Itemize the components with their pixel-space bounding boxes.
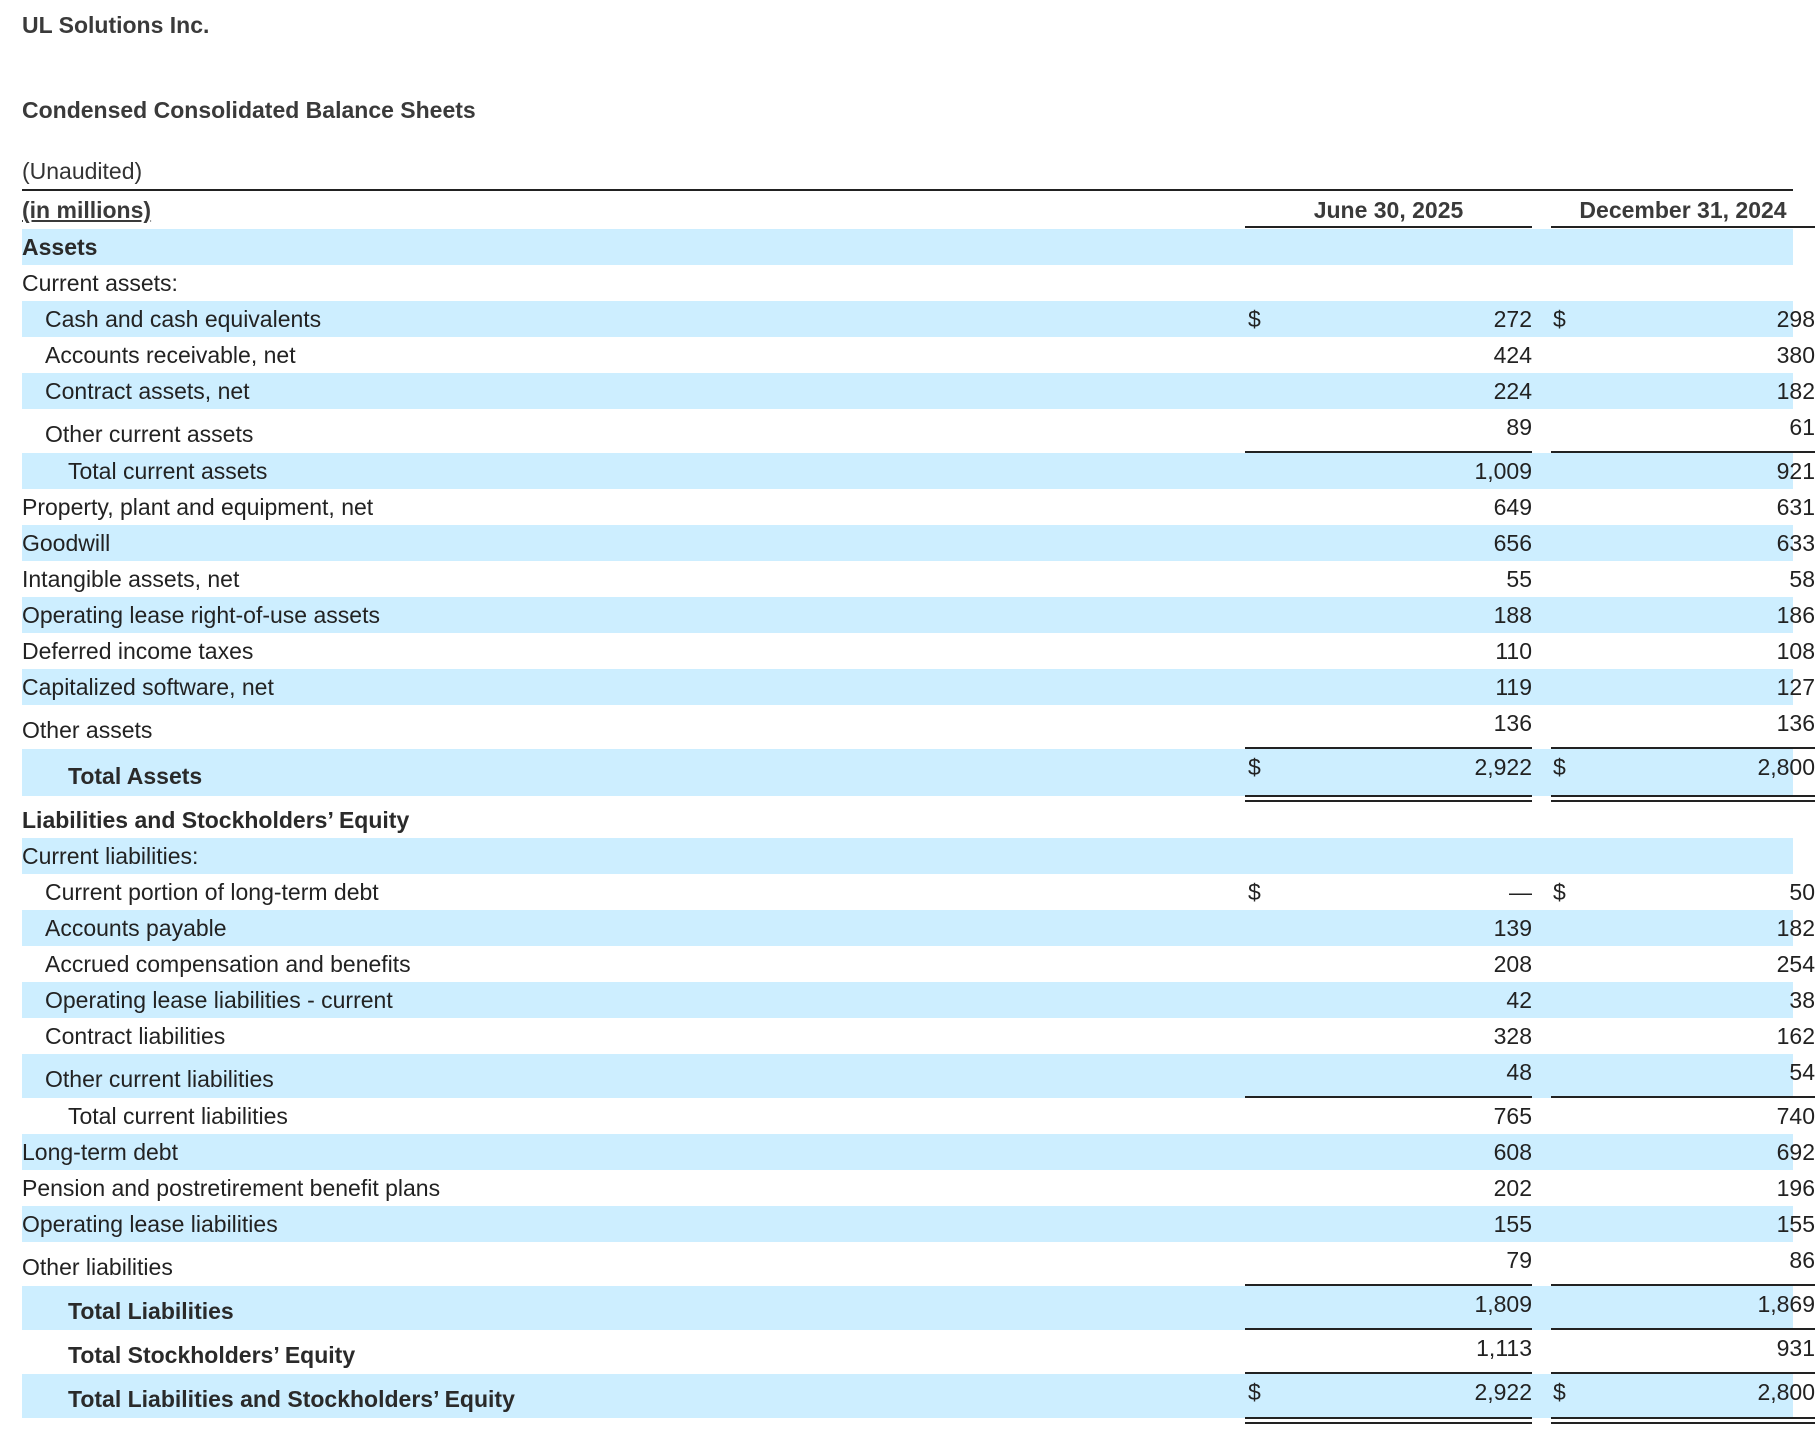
value-june-2025: — bbox=[1509, 879, 1532, 905]
table-row-rou-assets bbox=[22, 597, 1815, 633]
row-label: Other current assets bbox=[45, 421, 254, 447]
row-label: Operating lease liabilities bbox=[22, 1211, 278, 1237]
row-label: Total current liabilities bbox=[68, 1103, 288, 1129]
value-dec-2024: 108 bbox=[1776, 638, 1815, 664]
currency-symbol: $ bbox=[1248, 1379, 1261, 1405]
column-header-row bbox=[22, 193, 1793, 229]
table-row-total-equity bbox=[22, 1330, 1815, 1374]
row-label: Accrued compensation and benefits bbox=[45, 951, 411, 977]
value-dec-2024: 692 bbox=[1776, 1139, 1815, 1165]
table-row-long-term-debt bbox=[22, 1134, 1815, 1170]
value-dec-2024: 182 bbox=[1776, 915, 1815, 941]
table-row-current-assets-heading bbox=[22, 265, 1793, 301]
value-june-2025: 328 bbox=[1493, 1023, 1532, 1049]
value-dec-2024: 54 bbox=[1789, 1059, 1815, 1085]
table-row-other-current-liabilities bbox=[22, 1054, 1815, 1098]
table-row-liabilities-heading bbox=[22, 802, 1793, 838]
units-label: (in millions) bbox=[22, 197, 152, 223]
table-row-capitalized-software bbox=[22, 669, 1815, 705]
value-june-2025: 424 bbox=[1493, 342, 1532, 368]
value-june-2025: 110 bbox=[1495, 638, 1532, 664]
value-dec-2024: 921 bbox=[1776, 458, 1815, 484]
row-label: Accounts receivable, net bbox=[45, 342, 296, 368]
value-june-2025: 272 bbox=[1493, 306, 1532, 332]
table-row-lease-liabilities-current bbox=[22, 982, 1815, 1018]
value-dec-2024: 298 bbox=[1776, 306, 1815, 332]
currency-symbol: $ bbox=[1248, 754, 1261, 780]
value-dec-2024: 740 bbox=[1776, 1103, 1815, 1129]
value-june-2025: 202 bbox=[1493, 1175, 1532, 1201]
table-row-lease-liabilities bbox=[22, 1206, 1815, 1242]
value-june-2025: 208 bbox=[1493, 951, 1532, 977]
row-label: Assets bbox=[22, 234, 98, 260]
value-dec-2024: 58 bbox=[1789, 566, 1815, 592]
value-dec-2024: 155 bbox=[1776, 1211, 1815, 1237]
balance-sheet-table bbox=[22, 229, 1815, 1418]
unaudited-note: (Unaudited) bbox=[22, 158, 143, 184]
row-label: Total Stockholders’ Equity bbox=[68, 1342, 356, 1368]
value-june-2025: 2,922 bbox=[1474, 754, 1532, 780]
value-dec-2024: 2,800 bbox=[1757, 1379, 1815, 1405]
table-row-total-assets bbox=[22, 749, 1815, 796]
value-june-2025: 188 bbox=[1493, 602, 1532, 628]
value-june-2025: 55 bbox=[1506, 566, 1532, 592]
value-dec-2024: 1,869 bbox=[1757, 1291, 1815, 1317]
table-row-contract-liabilities bbox=[22, 1018, 1815, 1054]
table-row-contract-assets bbox=[22, 373, 1815, 409]
company-name: UL Solutions Inc. bbox=[22, 12, 210, 38]
currency-symbol: $ bbox=[1248, 306, 1261, 332]
table-row-total-liabilities bbox=[22, 1286, 1815, 1330]
value-june-2025: 155 bbox=[1493, 1211, 1532, 1237]
value-dec-2024: 633 bbox=[1776, 530, 1815, 556]
value-june-2025: 1,113 bbox=[1476, 1335, 1532, 1361]
value-dec-2024: 931 bbox=[1776, 1335, 1815, 1361]
table-row-deferred-taxes bbox=[22, 633, 1815, 669]
value-dec-2024: 196 bbox=[1776, 1175, 1815, 1201]
table-row-total-liabilities-and-equity bbox=[22, 1374, 1815, 1418]
value-june-2025: 649 bbox=[1493, 494, 1532, 520]
value-june-2025: 656 bbox=[1493, 530, 1532, 556]
table-row-accounts-receivable bbox=[22, 337, 1815, 373]
value-june-2025: 608 bbox=[1493, 1139, 1532, 1165]
row-label: Capitalized software, net bbox=[22, 674, 274, 700]
statement-title: Condensed Consolidated Balance Sheets bbox=[22, 97, 476, 123]
row-label: Contract liabilities bbox=[45, 1023, 226, 1049]
row-label: Current assets: bbox=[22, 270, 178, 296]
table-row-total-current-assets bbox=[22, 453, 1815, 489]
table-row-intangibles bbox=[22, 561, 1815, 597]
row-label: Operating lease liabilities - current bbox=[45, 987, 393, 1013]
value-dec-2024: 380 bbox=[1776, 342, 1815, 368]
table-row-goodwill bbox=[22, 525, 1815, 561]
table-row-current-debt bbox=[22, 874, 1815, 910]
column-header-dec-2024: December 31, 2024 bbox=[1551, 197, 1815, 228]
row-label: Accounts payable bbox=[45, 915, 227, 941]
row-label: Contract assets, net bbox=[45, 378, 250, 404]
table-row-other-liabilities bbox=[22, 1242, 1815, 1286]
table-row-cash bbox=[22, 301, 1815, 337]
value-dec-2024: 631 bbox=[1776, 494, 1815, 520]
currency-symbol: $ bbox=[1553, 879, 1566, 905]
value-dec-2024: 86 bbox=[1789, 1247, 1815, 1273]
value-dec-2024: 38 bbox=[1789, 987, 1815, 1013]
total-double-rule bbox=[1245, 795, 1532, 802]
table-row-pension bbox=[22, 1170, 1815, 1206]
table-row-other-assets bbox=[22, 705, 1815, 749]
table-row-accounts-payable bbox=[22, 910, 1815, 946]
value-june-2025: 765 bbox=[1493, 1103, 1532, 1129]
row-label: Deferred income taxes bbox=[22, 638, 254, 664]
column-header-june-2025: June 30, 2025 bbox=[1245, 197, 1532, 228]
row-label: Total Liabilities bbox=[68, 1298, 234, 1324]
row-label: Operating lease right-of-use assets bbox=[22, 602, 380, 628]
table-row-assets-heading bbox=[22, 229, 1793, 265]
table-row-other-current-assets bbox=[22, 409, 1815, 453]
value-dec-2024: 61 bbox=[1789, 414, 1815, 440]
row-label: Total Assets bbox=[68, 763, 203, 789]
value-june-2025: 89 bbox=[1506, 414, 1532, 440]
row-label: Pension and postretirement benefit plans bbox=[22, 1175, 441, 1201]
table-row-accrued-compensation bbox=[22, 946, 1815, 982]
table-row-ppe bbox=[22, 489, 1815, 525]
value-dec-2024: 182 bbox=[1776, 378, 1815, 404]
row-label: Property, plant and equipment, net bbox=[22, 494, 374, 520]
value-june-2025: 136 bbox=[1493, 710, 1532, 736]
value-dec-2024: 186 bbox=[1776, 602, 1815, 628]
total-double-rule bbox=[1551, 1417, 1815, 1424]
value-dec-2024: 162 bbox=[1776, 1023, 1815, 1049]
value-june-2025: 79 bbox=[1506, 1247, 1532, 1273]
value-june-2025: 119 bbox=[1495, 674, 1532, 700]
currency-symbol: $ bbox=[1553, 754, 1566, 780]
value-dec-2024: 127 bbox=[1776, 674, 1815, 700]
row-label: Intangible assets, net bbox=[22, 566, 240, 592]
row-label: Long-term debt bbox=[22, 1139, 178, 1165]
row-label: Cash and cash equivalents bbox=[45, 306, 322, 332]
value-june-2025: 2,922 bbox=[1474, 1379, 1532, 1405]
row-label: Current liabilities: bbox=[22, 843, 199, 869]
value-june-2025: 1,809 bbox=[1474, 1291, 1532, 1317]
value-june-2025: 224 bbox=[1493, 378, 1532, 404]
value-dec-2024: 136 bbox=[1776, 710, 1815, 736]
total-double-rule bbox=[1245, 1417, 1532, 1424]
top-rule bbox=[22, 189, 1793, 191]
row-label: Current portion of long-term debt bbox=[45, 879, 379, 905]
value-dec-2024: 254 bbox=[1776, 951, 1815, 977]
row-label: Other assets bbox=[22, 717, 153, 743]
value-june-2025: 1,009 bbox=[1474, 458, 1532, 484]
row-label: Other liabilities bbox=[22, 1254, 173, 1280]
currency-symbol: $ bbox=[1248, 879, 1261, 905]
row-label: Goodwill bbox=[22, 530, 111, 556]
currency-symbol: $ bbox=[1553, 1379, 1566, 1405]
value-june-2025: 48 bbox=[1506, 1059, 1532, 1085]
total-double-rule bbox=[1551, 795, 1815, 802]
value-dec-2024: 2,800 bbox=[1757, 754, 1815, 780]
table-row-total-current-liabilities bbox=[22, 1098, 1815, 1134]
row-label: Total Liabilities and Stockholders’ Equity bbox=[68, 1386, 515, 1412]
row-label: Total current assets bbox=[68, 458, 268, 484]
value-dec-2024: 50 bbox=[1789, 879, 1815, 905]
value-june-2025: 42 bbox=[1506, 987, 1532, 1013]
table-row-current-liabilities-heading bbox=[22, 838, 1793, 874]
value-june-2025: 139 bbox=[1493, 915, 1532, 941]
row-label: Liabilities and Stockholders’ Equity bbox=[22, 807, 410, 833]
currency-symbol: $ bbox=[1553, 306, 1566, 332]
row-label: Other current liabilities bbox=[45, 1066, 274, 1092]
